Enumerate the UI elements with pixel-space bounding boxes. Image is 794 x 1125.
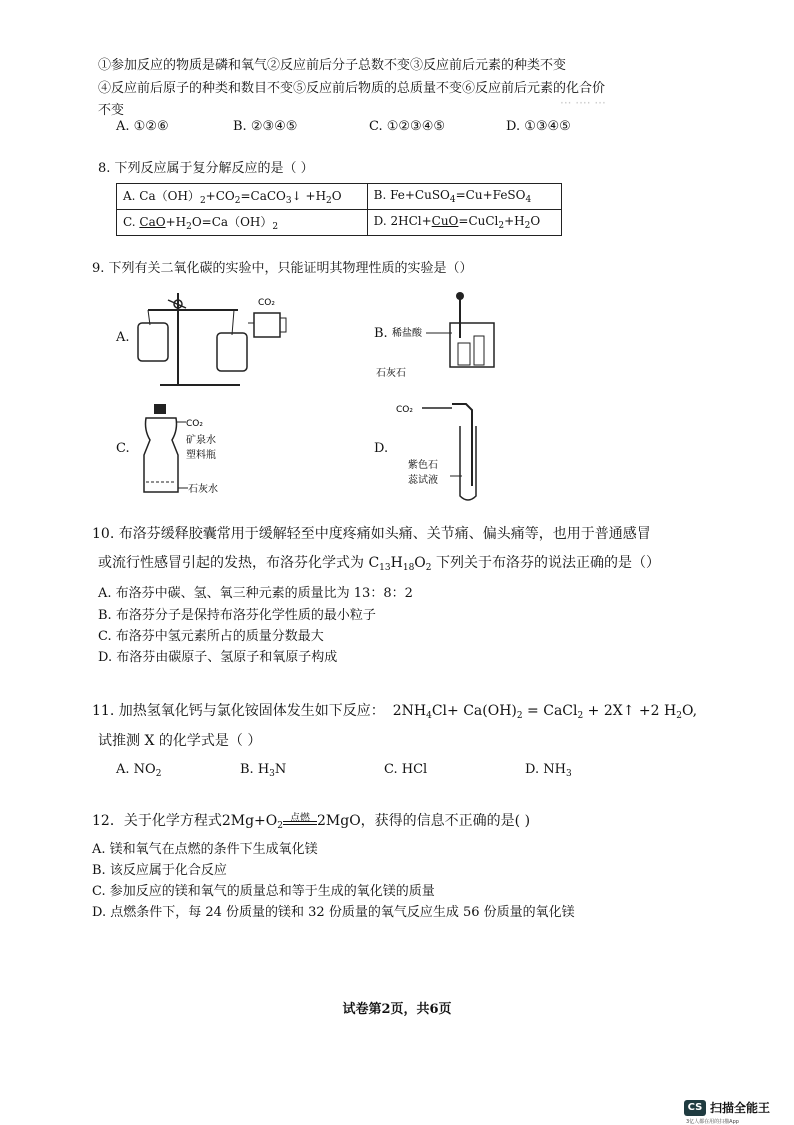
q8-option-b: B. Fe+CuSO$_4$=Cu+FeSO$_4$: [367, 184, 561, 210]
q11-stem-line2: 试推测 X 的化学式是（ ）: [98, 733, 262, 749]
q9-c-limewater-label: 石灰水: [188, 484, 218, 495]
q9-diagram-d-litmus: [396, 396, 506, 506]
q9-stem: 9. 下列有关二氧化碳的实验中，只能证明其物理性质的实验是（）: [92, 261, 473, 276]
q9-d-litmus-label-2: 蕊试液: [408, 475, 438, 486]
q10-stem-line1: 10. 布洛芬缓释胶囊常用于缓解轻至中度疼痛如头痛、关节痛、偏头痛等，也用于普通感冒: [92, 526, 651, 542]
q11-option-d: D. $NH_3$: [525, 762, 572, 779]
q7-statement-line1: ①参加反应的物质是磷和氧气②反应前后分子总数不变③反应前后元素的种类不变: [98, 58, 567, 73]
q8-option-c: C. $CaO+H_2O=Ca(OH)_2$: [117, 210, 368, 236]
q9-diagram-b-acid-limestone: [376, 288, 502, 379]
q9-b-acid-label: 稀盐酸: [392, 328, 422, 339]
q7-option-b: B. ②③④⑤: [233, 119, 298, 134]
q12-stem: 12．关于化学方程式$2Mg+O_2$ 点燃 2MgO，获得的信息不正确的是( ): [92, 810, 530, 831]
q8-option-a: A. $Ca(OH)_2+CO_2=CaCO_3↓ +H_2O$: [117, 184, 368, 210]
q11-option-c: C. HCl: [384, 762, 428, 777]
q8-options-table: [116, 183, 562, 236]
q9-d-litmus-label-1: 紫色石: [408, 460, 438, 471]
q9-label-c: C.: [116, 441, 130, 456]
q9-label-b: B.: [374, 326, 388, 341]
q9-d-co2-label: CO₂: [396, 405, 413, 415]
q9-diagram-c-bottle: [134, 400, 254, 500]
q9-label-a: A.: [116, 330, 130, 345]
q11-stem-line1: 11. 加热氢氧化钙与氯化铵固体发生如下反应： $2NH_4Cl+ Ca(OH)_2$ = CaCl$_2$ + 2X↑ +2 $H_2O$,: [92, 703, 698, 721]
q7-option-c: C. ①②③④⑤: [369, 119, 446, 134]
q9-c-co2-label: CO₂: [186, 419, 203, 429]
q9-c-bottle-label-1: 矿泉水: [186, 435, 216, 446]
q7-option-a: A. ①②⑥: [116, 119, 169, 134]
q12-equation-right: 2MgO: [316, 813, 361, 829]
q8-option-d: D. $2HCl+CuO=CuCl_2+H_2O$: [367, 210, 561, 236]
q11-option-a: A. $NO_2$: [116, 762, 162, 779]
q9-c-bottle-label-2: 塑料瓶: [186, 450, 216, 461]
q7-option-d: D. ①③④⑤: [506, 119, 571, 134]
q10-option-c: C. 布洛芬中氢元素所占的质量分数最大: [98, 629, 324, 644]
q11-option-b: B. $H_3N$: [240, 762, 287, 779]
q7-statement-line3: 不变: [98, 103, 125, 118]
q9-a-co2-label: CO₂: [258, 298, 275, 308]
q7-statement-line2: ④反应前后原子的种类和数目不变⑤反应前后物质的总质量不变⑥反应前后元素的化合价: [98, 81, 606, 96]
page-footer: 试卷第2页，共6页: [342, 1002, 452, 1017]
q10-option-b: B. 布洛芬分子是保持布洛芬化学性质的最小粒子: [98, 608, 376, 623]
q12-option-d: D. 点燃条件下，每 24 份质量的镁和 32 份质量的氧气反应生成 56 份质量的氧化镁: [92, 905, 575, 920]
q10-stem-line2: 或流行性感冒引起的发热，布洛芬化学式为 $C_{13}H_{18}O_2$ 下列关于布洛芬的说法正确的是（）: [98, 555, 660, 573]
bleed-through-text: ··· ···· ···: [560, 96, 606, 110]
q12-equation-arrow: [283, 813, 317, 825]
q10-option-a: A. 布洛芬中碳、氢、氧三种元素的质量比为 13：8：2: [98, 586, 413, 601]
scanner-logo-icon: CS: [684, 1100, 706, 1116]
q9-b-limestone-label: 石灰石: [376, 368, 406, 379]
q12-option-b: B. 该反应属于化合反应: [92, 863, 227, 878]
q9-label-d: D.: [374, 441, 389, 456]
q12-option-a: A. 镁和氧气在点燃的条件下生成氧化镁: [92, 842, 318, 857]
q10-option-d: D. 布洛芬由碳原子、氢原子和氧原子构成: [98, 650, 338, 665]
q8-stem: 8. 下列反应属于复分解反应的是（ ）: [98, 161, 314, 176]
q12-condition: 点燃: [289, 813, 310, 824]
scanner-logo-tagline: 3亿人都在用的扫描App: [686, 1119, 739, 1125]
q12-option-c: C. 参加反应的镁和氧气的质量总和等于生成的氧化镁的质量: [92, 884, 435, 899]
q9-diagram-a-balance: [130, 285, 300, 390]
q12-equation-left: 2Mg+O: [221, 813, 278, 829]
scanner-logo-name: 扫描全能王: [710, 1101, 771, 1115]
